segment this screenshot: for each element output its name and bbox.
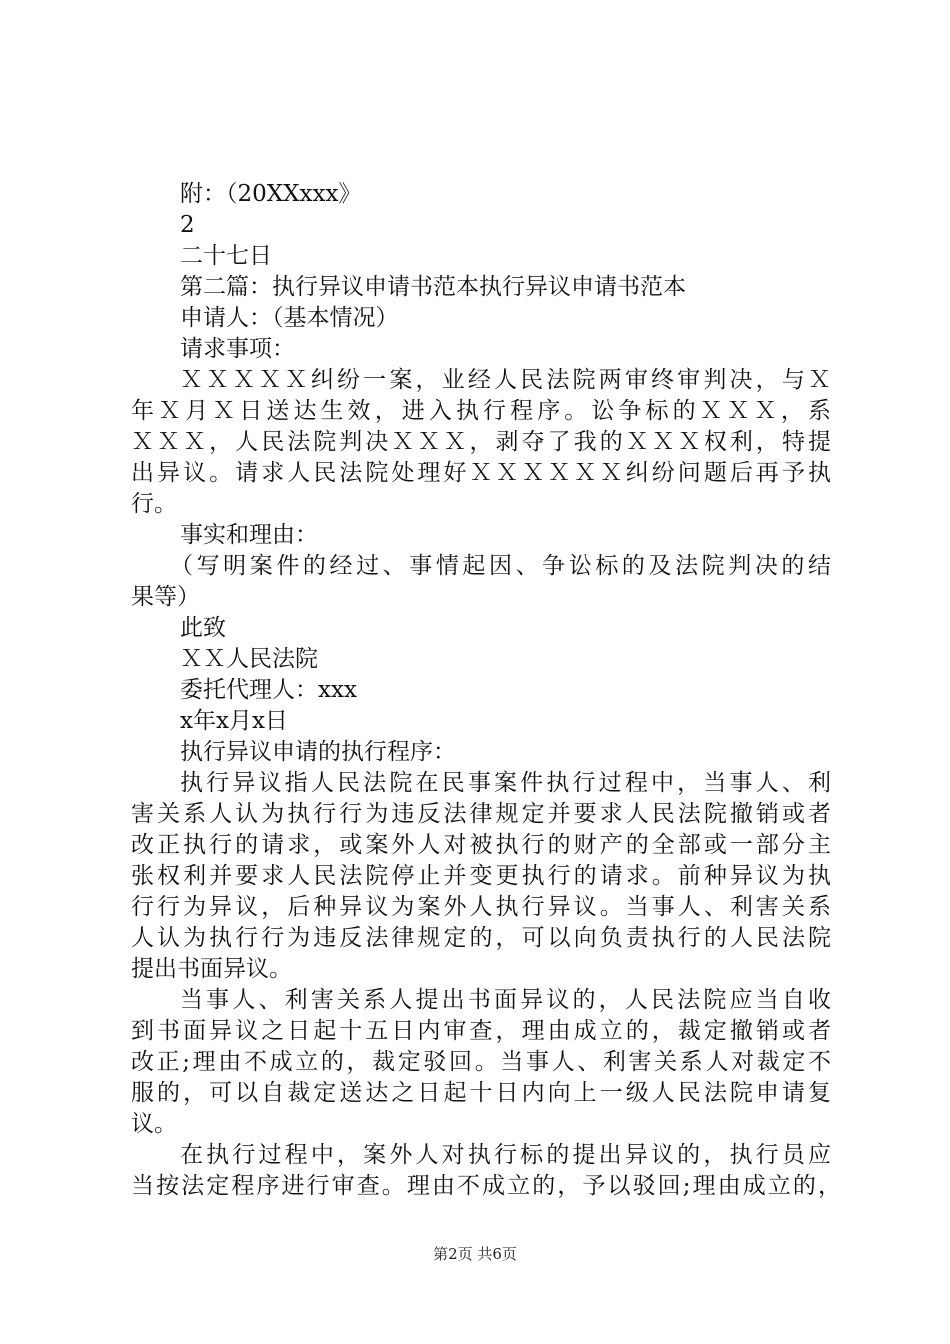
number-line: 2 (180, 212, 195, 238)
objection-paragraph-line: 在执行过程中，案外人对执行标的提出异议的，执行员应 (180, 1142, 831, 1168)
objection-paragraph-line: 当按法定程序进行审查。理由不成立的，予以驳回;理由成立的， (131, 1173, 841, 1199)
request-paragraph-line: 出异议。请求人民法院处理好ＸＸＸＸＸＸ纠纷问题后再予执 (131, 460, 831, 486)
request-paragraph-line: ＸＸＸＸＸ纠纷一案，业经人民法院两审终审判决，与Ｘ (180, 367, 831, 393)
section-title: 第二篇：执行异议申请书范本执行异议申请书范本 (180, 274, 686, 300)
facts-heading: 事实和理由： (180, 522, 318, 548)
review-paragraph-line: 服的，可以自裁定送达之日起十日内向上一级人民法院申请复 (131, 1080, 831, 1106)
page-footer: 第2页 共6页 (433, 1245, 517, 1263)
review-paragraph-line: 到书面异议之日起十五日内审查，理由成立的，裁定撤销或者 (131, 1018, 831, 1044)
facts-paragraph-line: 果等） (131, 584, 200, 610)
procedure-heading: 执行异议申请的执行程序： (180, 739, 456, 765)
request-paragraph-line: 年Ｘ月Ｘ日送达生效，进入执行程序。讼争标的ＸＸＸ，系 (131, 398, 831, 424)
review-paragraph-line: 当事人、利害关系人提出书面异议的，人民法院应当自收 (180, 987, 831, 1013)
procedure-paragraph-line: 人认为执行行为违反法律规定的，可以向负责执行的人民法院 (131, 925, 831, 951)
request-paragraph-line: 行。 (131, 491, 177, 517)
signature-date-line: x年x月x日 (180, 708, 288, 734)
procedure-paragraph-line: 执行异议指人民法院在民事案件执行过程中，当事人、利 (180, 770, 831, 796)
salutation-line: 此致 (180, 615, 226, 641)
procedure-paragraph-line: 害关系人认为执行行为违反法律规定并要求人民法院撤销或者 (131, 801, 831, 827)
procedure-paragraph-line: 提出书面异议。 (131, 956, 292, 982)
request-paragraph-line: ＸＸＸ，人民法院判决ＸＸＸ，剥夺了我的ＸＸＸ权利，特提 (131, 429, 831, 455)
agent-line: 委托代理人：xxx (180, 677, 357, 703)
court-name-line: ＸＸ人民法院 (180, 646, 318, 672)
facts-paragraph-line: （写明案件的经过、事情起因、争讼标的及法院判决的结 (170, 553, 831, 579)
procedure-paragraph-line: 张权利并要求人民法院停止并变更执行的请求。前种异议为执 (131, 863, 831, 889)
review-paragraph-line: 议。 (131, 1111, 177, 1137)
review-paragraph-line: 改正;理由不成立的，裁定驳回。当事人、利害关系人对裁定不 (131, 1049, 831, 1075)
procedure-paragraph-line: 行行为异议，后种异议为案外人执行异议。当事人、利害关系 (131, 894, 831, 920)
attachment-line: 附：（20XXxxx》 (180, 181, 362, 207)
date-fragment-line: 二十七日 (180, 243, 272, 269)
request-heading: 请求事项： (180, 336, 295, 362)
procedure-paragraph-line: 改正执行的请求，或案外人对被执行的财产的全部或一部分主 (131, 832, 831, 858)
applicant-line: 申请人：（基本情况） (180, 305, 399, 331)
